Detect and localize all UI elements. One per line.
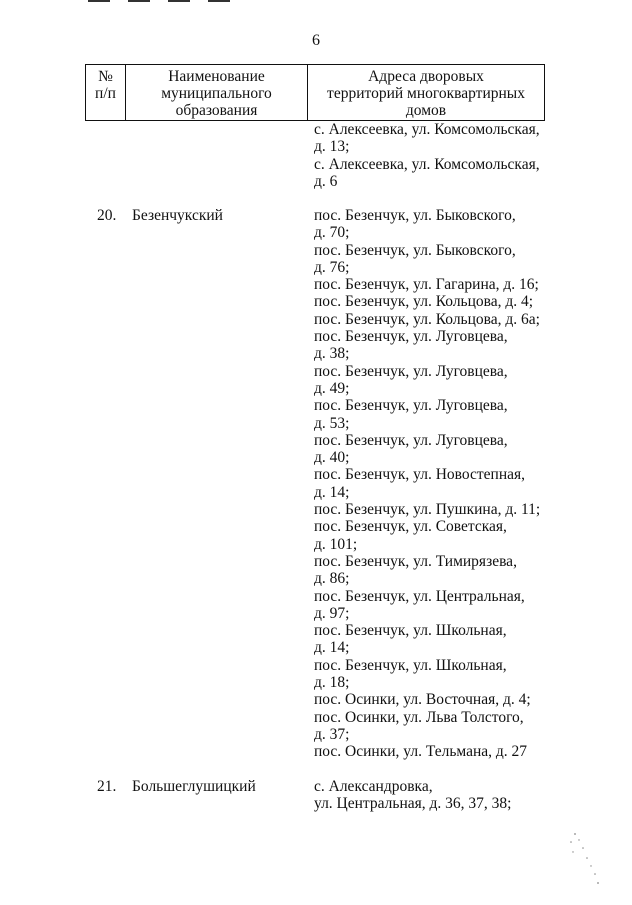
address-line: д. 13;: [314, 138, 350, 156]
address-line: пос. Безенчук, ул. Гагарина, д. 16;: [314, 276, 539, 294]
entry-address-list: [314, 778, 554, 813]
address-line: д. 49;: [314, 379, 350, 397]
address-line: пос. Безенчук, ул. Луговцева,: [314, 431, 508, 449]
address-line: с. Алексеевка, ул. Комсомольская,: [314, 121, 540, 138]
continued-address-list: [314, 121, 554, 190]
address-line: д. 6: [314, 172, 338, 190]
address-line: пос. Безенчук, ул. Тимирязева,: [314, 552, 517, 570]
header-number-line: №: [98, 68, 113, 85]
address-line: д. 38;: [314, 345, 350, 363]
address-line: пос. Осинки, ул. Восточная, д. 4;: [314, 691, 531, 709]
address-line: пос. Безенчук, ул. Школьная,: [314, 622, 507, 640]
page-number: 6: [312, 32, 320, 49]
address-line: д. 101;: [314, 535, 358, 553]
entry-number: 21.: [97, 778, 117, 795]
address-line: пос. Осинки, ул. Тельмана, д. 27: [314, 743, 528, 761]
entry-municipality-name: Безенчукский: [132, 207, 223, 224]
address-line: д. 40;: [314, 449, 350, 467]
address-line: пос. Безенчук, ул. Кольцова, д. 6а;: [314, 310, 540, 328]
address-line: пос. Безенчук, ул. Советская,: [314, 518, 507, 536]
address-line: пос. Безенчук, ул. Кольцова, д. 4;: [314, 293, 534, 311]
table-header: [85, 64, 545, 121]
header-name-line: муниципального: [161, 85, 272, 102]
address-line: д. 18;: [314, 674, 350, 692]
address-line: ул. Центральная, д. 36, 37, 38;: [314, 795, 512, 813]
address-line: пос. Безенчук, ул. Новостепная,: [314, 466, 526, 484]
address-line: пос. Безенчук, ул. Быковского,: [314, 207, 516, 224]
header-address-line: домов: [405, 102, 447, 119]
entry-address-list: [314, 207, 554, 761]
address-line: д. 53;: [314, 414, 350, 432]
address-line: пос. Безенчук, ул. Луговцева,: [314, 328, 508, 346]
header-address-line: территорий многоквартирных: [327, 85, 525, 102]
address-line: д. 76;: [314, 258, 350, 276]
scan-top-marks: [88, 0, 268, 4]
address-line: д. 37;: [314, 725, 350, 743]
header-address-column: [308, 65, 545, 121]
address-line: пос. Осинки, ул. Льва Толстого,: [314, 708, 524, 726]
header-name-line: Наименование: [168, 68, 265, 85]
address-line: пос. Безенчук, ул. Школьная,: [314, 656, 507, 674]
scan-speckle: [565, 828, 601, 888]
address-line: д. 86;: [314, 570, 350, 588]
address-line: с. Алексеевка, ул. Комсомольская,: [314, 155, 540, 173]
address-line: пос. Безенчук, ул. Пушкина, д. 11;: [314, 501, 541, 519]
address-line: пос. Безенчук, ул. Быковского,: [314, 241, 516, 259]
header-number-column: [86, 65, 126, 121]
entry-number: 20.: [97, 207, 117, 224]
header-name-column: [126, 65, 308, 121]
address-line: пос. Безенчук, ул. Луговцева,: [314, 362, 508, 380]
address-line: пос. Безенчук, ул. Луговцева,: [314, 397, 508, 415]
entry-municipality-name: Большеглушицкий: [132, 778, 256, 795]
address-line: д. 14;: [314, 639, 350, 657]
address-line: с. Александровка,: [314, 778, 433, 795]
address-line: пос. Безенчук, ул. Центральная,: [314, 587, 525, 605]
address-line: д. 14;: [314, 483, 350, 501]
address-line: д. 97;: [314, 604, 350, 622]
address-line: д. 70;: [314, 224, 350, 242]
header-address-line: Адреса дворовых: [368, 68, 484, 85]
header-name-line: образования: [175, 102, 258, 119]
header-number-line: п/п: [95, 85, 116, 102]
